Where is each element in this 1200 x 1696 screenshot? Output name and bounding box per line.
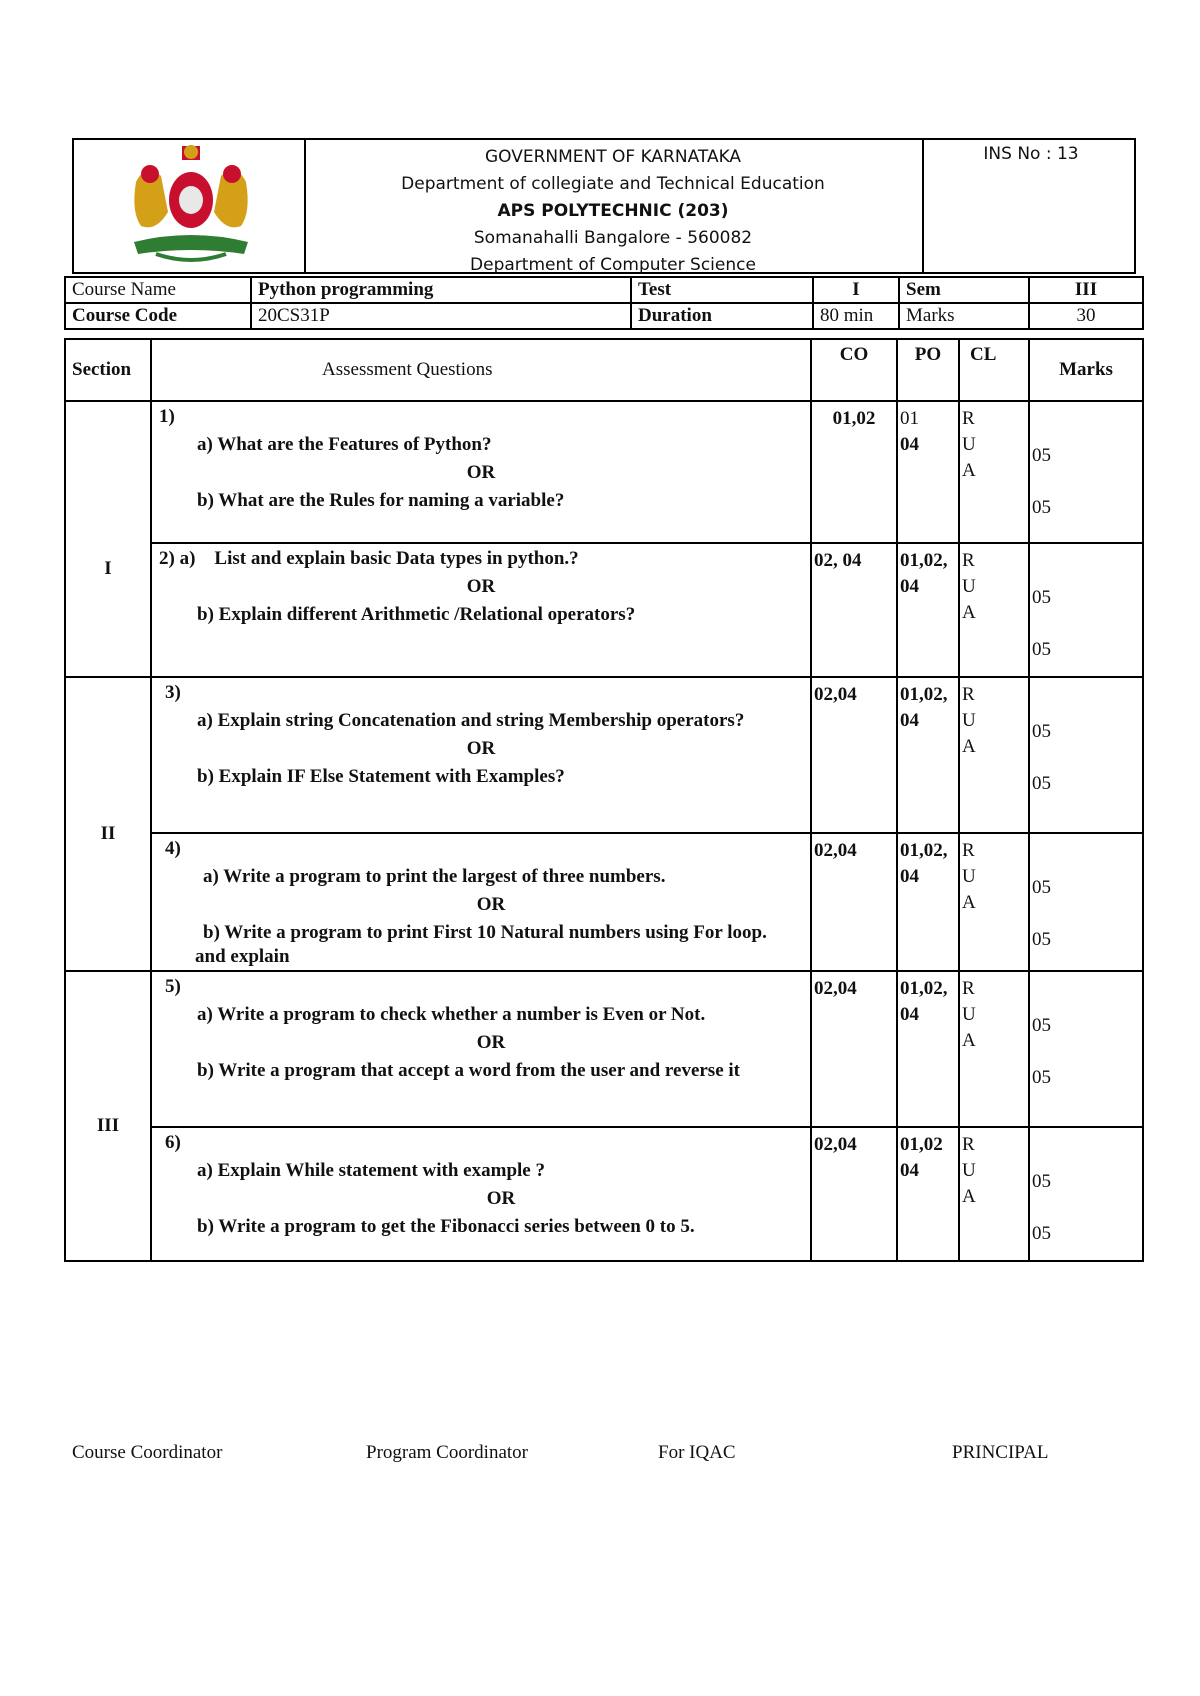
question-b: b) What are the Rules for naming a variable? [197, 490, 565, 511]
cl-line: A [962, 1030, 976, 1051]
table-row [65, 677, 1143, 833]
marks-header: Marks [1029, 339, 1143, 401]
or-label: OR [476, 1032, 506, 1053]
marks-value: 30 [1029, 303, 1143, 329]
program-coordinator-label: Program Coordinator [366, 1442, 529, 1463]
question-cell [151, 543, 811, 677]
mark-line: 05 [1032, 445, 1051, 466]
mark-line: 05 [1032, 497, 1051, 518]
question-number: 1) [159, 406, 175, 427]
cl-value [959, 677, 1029, 833]
course-coordinator-label: Course Coordinator [72, 1442, 223, 1463]
duration-label: Duration [631, 303, 813, 329]
cl-line: A [962, 460, 976, 481]
mark-line: 05 [1032, 587, 1051, 608]
cl-value [959, 543, 1029, 677]
or-label: OR [476, 894, 506, 915]
co-value: 02, 04 [811, 543, 897, 677]
section-label: II [65, 677, 151, 971]
department-line: Department of Computer Science [470, 255, 756, 275]
duration-value: 80 min [813, 303, 899, 329]
mark-line: 05 [1032, 929, 1051, 950]
iqac-label: For IQAC [658, 1442, 736, 1463]
table-row [65, 1127, 1143, 1261]
question-a: a) Explain While statement with example ? [197, 1160, 545, 1181]
question-a: a) Write a program to check whether a number is Even or Not. [197, 1004, 706, 1025]
mark-line: 05 [1032, 773, 1051, 794]
table-row [65, 401, 1143, 543]
table-row [65, 833, 1143, 971]
cl-line: U [962, 434, 976, 455]
co-header: CO [811, 339, 897, 401]
mark-line: 05 [1032, 1223, 1051, 1244]
mark-line: 05 [1032, 1067, 1051, 1088]
po-value [897, 833, 959, 971]
or-label: OR [466, 576, 496, 597]
po-line: 01 [900, 408, 919, 429]
po-header: PO [897, 339, 959, 401]
po-line: 04 [900, 434, 919, 455]
ins-number: INS No : 13 [983, 144, 1079, 164]
questions-table [64, 338, 1144, 1262]
cl-line: A [962, 892, 976, 913]
course-code-label: Course Code [65, 303, 251, 329]
test-label: Test [631, 277, 813, 303]
po-line: 04 [900, 576, 919, 597]
course-name-label: Course Name [65, 277, 251, 303]
cl-line: U [962, 710, 976, 731]
cl-line: R [962, 550, 975, 571]
question-cell [151, 833, 811, 971]
po-line: 01,02, [900, 840, 948, 861]
question-cell [151, 677, 811, 833]
logo-cell [74, 140, 306, 272]
question-a: List and explain basic Data types in python.? [214, 548, 579, 569]
mark-line: 05 [1032, 721, 1051, 742]
table-row [65, 543, 1143, 677]
section-label: III [65, 971, 151, 1261]
cl-value [959, 971, 1029, 1127]
question-cell [151, 1127, 811, 1261]
question-number: 3) [165, 682, 181, 703]
section-label: I [65, 401, 151, 677]
cl-line: A [962, 1186, 976, 1207]
question-b: b) Write a program that accept a word from the user and reverse it [197, 1060, 740, 1081]
question-number-row [153, 545, 809, 573]
co-value: 02,04 [811, 677, 897, 833]
address-line: Somanahalli Bangalore - 560082 [473, 228, 753, 248]
cl-line: A [962, 736, 976, 757]
po-line: 04 [900, 1004, 919, 1025]
test-value: I [813, 277, 899, 303]
question-a: a) What are the Features of Python? [197, 434, 492, 455]
po-line: 01,02, [900, 978, 948, 999]
sem-label: Sem [899, 277, 1029, 303]
question-cell [151, 401, 811, 543]
dept-line: Department of collegiate and Technical Education [401, 174, 825, 194]
question-a: a) Write a program to print the largest of three numbers. [203, 866, 666, 887]
question-number: 2) a) [159, 548, 196, 569]
question-b: b) Explain IF Else Statement with Examples? [197, 766, 565, 787]
marks-value [1029, 543, 1143, 677]
course-info-table [64, 276, 1144, 330]
mark-line: 05 [1032, 1171, 1051, 1192]
co-value: 02,04 [811, 833, 897, 971]
cl-line: U [962, 866, 976, 887]
co-value: 02,04 [811, 971, 897, 1127]
cl-line: U [962, 576, 976, 597]
mark-line: 05 [1032, 1015, 1051, 1036]
marks-value [1029, 677, 1143, 833]
cl-line: U [962, 1160, 976, 1181]
govt-line: GOVERNMENT OF KARNATAKA [484, 147, 742, 167]
cl-line: R [962, 978, 975, 999]
cl-line: R [962, 408, 975, 429]
co-value: 01,02 [811, 401, 897, 543]
question-number: 5) [165, 976, 181, 997]
question-b: b) Explain different Arithmetic /Relational operators? [197, 604, 636, 625]
questions-header: Assessment Questions [151, 339, 811, 401]
cl-line: U [962, 1004, 976, 1025]
course-code-value: 20CS31P [251, 303, 631, 329]
signature-footer [72, 1442, 1132, 1472]
cl-line: R [962, 840, 975, 861]
po-line: 01,02 [900, 1134, 943, 1155]
mark-line: 05 [1032, 639, 1051, 660]
question-b: b) Write a program to print First 10 Natural numbers using For loop. [203, 922, 767, 943]
cl-value [959, 1127, 1029, 1261]
cl-line: A [962, 602, 976, 623]
or-label: OR [466, 738, 496, 759]
or-label: OR [486, 1188, 516, 1209]
cl-header: CL [959, 339, 1029, 401]
po-line: 04 [900, 710, 919, 731]
co-value: 02,04 [811, 1127, 897, 1261]
question-a: a) Explain string Concatenation and string Membership operators? [197, 710, 745, 731]
header-title-block [304, 140, 924, 275]
marks-value [1029, 833, 1143, 971]
cl-value [959, 401, 1029, 543]
question-b: b) Write a program to get the Fibonacci series between 0 to 5. [197, 1216, 695, 1237]
marks-value [1029, 971, 1143, 1127]
po-line: 01,02, [900, 684, 948, 705]
question-number: 4) [165, 838, 181, 859]
po-line: 04 [900, 1160, 919, 1181]
cl-line: R [962, 684, 975, 705]
karnataka-emblem-icon [116, 142, 266, 268]
po-value [897, 401, 959, 543]
po-value [897, 1127, 959, 1261]
course-name-value: Python programming [251, 277, 631, 303]
marks-label: Marks [899, 303, 1029, 329]
po-line: 04 [900, 866, 919, 887]
question-cell [151, 971, 811, 1127]
principal-label: PRINCIPAL [952, 1442, 1049, 1463]
header-box [72, 138, 1136, 274]
sem-value: III [1029, 277, 1143, 303]
table-row [65, 971, 1143, 1127]
po-value [897, 677, 959, 833]
mark-line: 05 [1032, 877, 1051, 898]
section-header: Section [65, 339, 151, 401]
or-label: OR [466, 462, 496, 483]
college-name: APS POLYTECHNIC (203) [497, 201, 729, 221]
marks-value [1029, 1127, 1143, 1261]
question-number: 6) [165, 1132, 181, 1153]
cl-line: R [962, 1134, 975, 1155]
marks-value [1029, 401, 1143, 543]
question-b-continued: and explain [195, 946, 290, 967]
po-line: 01,02, [900, 550, 948, 571]
cl-value [959, 833, 1029, 971]
po-value [897, 543, 959, 677]
po-value [897, 971, 959, 1127]
